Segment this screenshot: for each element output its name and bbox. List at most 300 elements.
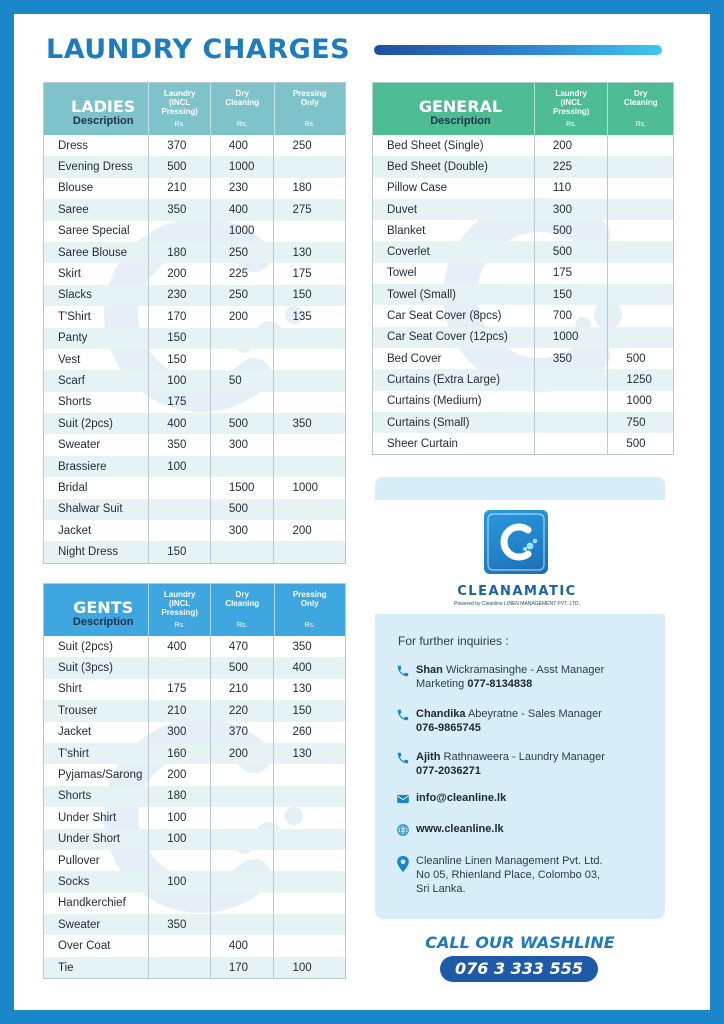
- pressing-price: [273, 850, 345, 871]
- laundry-price: 210: [148, 700, 210, 721]
- column-header-line: Only: [300, 599, 319, 608]
- table-row: [44, 477, 345, 498]
- laundry-price: [534, 391, 608, 412]
- table-row: [44, 914, 345, 935]
- table-rows: [373, 135, 673, 454]
- table-row: [44, 392, 345, 413]
- column-header-pressing: [274, 584, 346, 636]
- item-name: Panty: [58, 332, 88, 345]
- contact-role: Abeyratne - Sales Manager: [465, 708, 602, 720]
- table-row: [44, 786, 345, 807]
- email-link[interactable]: info@cleanline.lk: [416, 792, 507, 804]
- table-row: [44, 263, 345, 284]
- table-row: [44, 636, 345, 657]
- item-name: Trouser: [58, 704, 98, 717]
- laundry-price: 500: [534, 241, 608, 262]
- dry-cleaning-price: 500: [607, 433, 673, 454]
- item-name: Curtains (Medium): [387, 395, 482, 408]
- pressing-price: 275: [273, 199, 345, 220]
- address-line: Cleanline Linen Management Pvt. Ltd.: [416, 855, 603, 867]
- table-row: [373, 305, 673, 326]
- item-name: Blouse: [58, 182, 94, 195]
- table-row: [44, 199, 345, 220]
- pressing-price: [273, 764, 345, 785]
- item-name: T'shirt: [58, 747, 89, 760]
- laundry-price: 180: [148, 242, 210, 263]
- table-row: [44, 456, 345, 477]
- item-name: Shorts: [58, 790, 92, 803]
- currency-label: Rs.: [304, 121, 315, 128]
- table-rows: [44, 636, 345, 978]
- contact-first-name: Shan: [416, 664, 443, 676]
- title-accent-bar: [374, 45, 662, 55]
- dry-cleaning-price: 1000: [210, 221, 274, 242]
- laundry-price: 100: [148, 807, 210, 828]
- table-row: [44, 541, 345, 562]
- laundry-price: [148, 850, 210, 871]
- description-label: Description: [430, 115, 491, 127]
- phone-icon: [396, 664, 410, 678]
- dry-cleaning-price: [210, 456, 274, 477]
- pressing-price: [273, 456, 345, 477]
- item-name: Evening Dress: [58, 161, 133, 174]
- laundry-price: 100: [148, 829, 210, 850]
- table-row: [44, 285, 345, 306]
- table-row: [44, 700, 345, 721]
- item-name: Suit (3pcs): [58, 662, 113, 675]
- column-header-pressing: [274, 83, 346, 135]
- pressing-price: 100: [273, 957, 345, 978]
- laundry-price: [534, 412, 608, 433]
- dry-cleaning-price: [607, 156, 673, 177]
- contact-phone[interactable]: 076-9865745: [416, 722, 481, 734]
- table-body: [44, 636, 345, 978]
- laundry-price: 225: [534, 156, 608, 177]
- laundry-price: 175: [148, 392, 210, 413]
- pressing-price: [273, 541, 345, 562]
- item-name: Bed Sheet (Double): [387, 160, 489, 173]
- table-heading: GENTS: [73, 598, 134, 617]
- item-name: Skirt: [58, 268, 81, 281]
- item-name: Vest: [58, 353, 81, 366]
- table-row: [373, 391, 673, 412]
- laundry-price: 350: [148, 434, 210, 455]
- laundry-price: 300: [534, 199, 608, 220]
- dry-cleaning-price: 500: [607, 348, 673, 369]
- item-name: Brassiere: [58, 460, 107, 473]
- contact-phone[interactable]: 077-2036271: [416, 765, 481, 777]
- laundry-price: [534, 433, 608, 454]
- dry-cleaning-price: [210, 392, 274, 413]
- description-label: Description: [72, 616, 134, 628]
- contact-email: [396, 791, 506, 806]
- table-row: [44, 499, 345, 520]
- laundry-price: 150: [534, 284, 608, 305]
- dry-cleaning-price: 1000: [210, 156, 274, 177]
- column-header-laundry: [148, 584, 210, 636]
- table-row: [373, 369, 673, 390]
- map-pin-icon: [396, 855, 410, 873]
- laundry-price: 230: [148, 285, 210, 306]
- laundry-price: 175: [148, 679, 210, 700]
- laundry-price: 160: [148, 743, 210, 764]
- dry-cleaning-price: [210, 541, 274, 562]
- laundry-price: 400: [148, 636, 210, 657]
- laundry-price: 150: [148, 349, 210, 370]
- item-name: Saree Blouse: [58, 246, 128, 259]
- item-name: Jacket: [58, 524, 92, 537]
- item-name: Under Short: [58, 833, 121, 846]
- column-header-dry-cleaning: [607, 83, 673, 135]
- dry-cleaning-price: [210, 829, 274, 850]
- dry-cleaning-price: [607, 178, 673, 199]
- contact-role: Rathnaweera - Laundry Manager: [440, 751, 605, 763]
- column-header-line: Cleaning: [623, 98, 658, 107]
- currency-label: Rs.: [635, 121, 646, 128]
- pressing-price: [273, 328, 345, 349]
- dry-cleaning-price: 230: [210, 178, 274, 199]
- contact-first-name: Chandika: [416, 708, 466, 720]
- item-name: Tie: [58, 961, 74, 974]
- dry-cleaning-price: [210, 786, 274, 807]
- table-row: [373, 156, 673, 177]
- dry-cleaning-price: 500: [210, 657, 274, 678]
- pressing-price: 130: [273, 743, 345, 764]
- brand-tagline: Powered by Cleanline LINEN MANAGEMENT PVT. LTD.: [454, 601, 580, 607]
- item-name: Shirt: [58, 683, 82, 696]
- call-washline-label: CALL OUR WASHLINE: [425, 933, 615, 952]
- dry-cleaning-price: 300: [210, 434, 274, 455]
- laundry-price: 200: [148, 263, 210, 284]
- table-header: [44, 83, 345, 135]
- pressing-price: [273, 935, 345, 956]
- laundry-price: 100: [148, 871, 210, 892]
- contact-person: [396, 663, 636, 691]
- column-header-line: Laundry: [163, 89, 196, 98]
- currency-label: Rs.: [565, 121, 577, 128]
- table-row: [373, 199, 673, 220]
- column-header-line: Pressing): [161, 608, 198, 617]
- contact-address: [396, 854, 603, 896]
- table-header-main: [44, 83, 148, 135]
- page-title: LAUNDRY CHARGES: [46, 34, 351, 65]
- pressing-price: 130: [273, 679, 345, 700]
- dry-cleaning-price: 170: [210, 957, 274, 978]
- pressing-price: [273, 370, 345, 391]
- laundry-price: 150: [148, 328, 210, 349]
- laundry-price: [148, 499, 210, 520]
- item-name: Scarf: [58, 374, 85, 387]
- dry-cleaning-price: 500: [210, 413, 274, 434]
- column-header-dry-cleaning: [210, 83, 274, 135]
- dry-cleaning-price: [210, 871, 274, 892]
- table-row: [373, 348, 673, 369]
- contact-first-name: Ajith: [416, 751, 441, 763]
- currency-label: Rs.: [236, 121, 248, 128]
- table-row: [44, 242, 345, 263]
- pressing-price: [273, 349, 345, 370]
- item-name: Towel: [387, 267, 417, 280]
- table-row: [373, 220, 673, 241]
- table-row: [44, 221, 345, 242]
- table-row: [44, 178, 345, 199]
- laundry-price: 110: [534, 178, 608, 199]
- pressing-price: 130: [273, 242, 345, 263]
- item-name: Bridal: [58, 481, 88, 494]
- column-header-laundry: [148, 83, 210, 135]
- column-header-laundry: [534, 83, 607, 135]
- table-header: [373, 83, 673, 135]
- laundry-price: 400: [148, 413, 210, 434]
- item-name: Pyjamas/Sarong: [58, 769, 143, 782]
- column-header-line: Pressing): [552, 107, 590, 116]
- dry-cleaning-price: 50: [210, 370, 274, 391]
- dry-cleaning-price: [210, 764, 274, 785]
- dry-cleaning-price: 1000: [607, 391, 673, 412]
- item-name: Saree: [58, 203, 89, 216]
- laundry-price: 170: [148, 306, 210, 327]
- pressing-price: 350: [273, 413, 345, 434]
- laundry-price: [148, 477, 210, 498]
- dry-cleaning-price: [210, 914, 274, 935]
- currency-label: Rs.: [304, 622, 315, 629]
- item-name: Duvet: [387, 203, 418, 216]
- pressing-price: [273, 871, 345, 892]
- currency-label: Rs.: [174, 622, 185, 629]
- pressing-price: 150: [273, 700, 345, 721]
- column-header-line: Pressing): [161, 107, 198, 116]
- dry-cleaning-price: [607, 220, 673, 241]
- item-name: Pullover: [58, 854, 100, 867]
- item-name: Suit (2pcs): [58, 640, 113, 653]
- item-name: Blanket: [387, 224, 426, 237]
- address-line: Sri Lanka.: [416, 883, 466, 895]
- column-header-line: Cleaning: [225, 599, 260, 608]
- contact-role: Wickramasinghe - Asst Manager Marketing: [416, 664, 605, 690]
- pressing-price: [273, 434, 345, 455]
- item-name: T'Shirt: [58, 310, 91, 323]
- table-row: [44, 722, 345, 743]
- item-name: Handkerchief: [58, 897, 126, 910]
- item-name: Under Shirt: [58, 811, 117, 824]
- pressing-price: 1000: [273, 477, 345, 498]
- pressing-price: [273, 499, 345, 520]
- dry-cleaning-price: [210, 850, 274, 871]
- pressing-price: [273, 914, 345, 935]
- laundry-price: [148, 657, 210, 678]
- pressing-price: [273, 829, 345, 850]
- item-name: Towel (Small): [387, 288, 457, 301]
- ladies-price-table: [43, 82, 346, 564]
- table-row: [44, 679, 345, 700]
- item-name: Coverlet: [387, 246, 430, 259]
- dry-cleaning-price: 500: [210, 499, 274, 520]
- laundry-price: 100: [148, 370, 210, 391]
- dry-cleaning-price: 210: [210, 679, 274, 700]
- laundry-price: [534, 369, 608, 390]
- table-row: [44, 370, 345, 391]
- table-row: [44, 434, 345, 455]
- dry-cleaning-price: 400: [210, 935, 274, 956]
- cleanamatic-logo-icon: [484, 510, 548, 574]
- pressing-price: 200: [273, 520, 345, 541]
- table-row: [44, 829, 345, 850]
- dry-cleaning-price: [607, 284, 673, 305]
- laundry-price: 100: [148, 456, 210, 477]
- laundry-price: 370: [148, 135, 210, 156]
- item-name: Jacket: [58, 726, 92, 739]
- gents-price-table: [43, 583, 346, 979]
- table-body: [44, 135, 345, 563]
- pressing-price: [273, 156, 345, 177]
- table-row: [44, 306, 345, 327]
- dry-cleaning-price: 370: [210, 722, 274, 743]
- phone-icon: [396, 708, 410, 722]
- phone-icon: [396, 751, 410, 765]
- item-name: Over Coat: [58, 940, 111, 953]
- dry-cleaning-price: 200: [210, 743, 274, 764]
- column-header-line: Pressing: [292, 590, 327, 599]
- column-header-dry-cleaning: [210, 584, 274, 636]
- table-row: [373, 412, 673, 433]
- dry-cleaning-price: 470: [210, 636, 274, 657]
- dry-cleaning-price: 400: [210, 199, 274, 220]
- contact-phone[interactable]: 077-8134838: [467, 678, 533, 690]
- item-name: Bed Sheet (Single): [387, 139, 484, 152]
- column-header-line: Laundry: [163, 590, 196, 599]
- table-row: [44, 520, 345, 541]
- table-row: [44, 935, 345, 956]
- address-line: No 05, Rhienland Place, Colombo 03,: [416, 869, 601, 881]
- pressing-price: [273, 392, 345, 413]
- general-price-table: [372, 82, 674, 455]
- item-name: Shalwar Suit: [58, 503, 123, 516]
- laundry-price: [148, 221, 210, 242]
- dry-cleaning-price: [607, 305, 673, 326]
- dry-cleaning-price: 200: [210, 306, 274, 327]
- table-row: [373, 284, 673, 305]
- pressing-price: 175: [273, 263, 345, 284]
- column-header-line: Dry: [235, 89, 249, 98]
- pressing-price: 350: [273, 636, 345, 657]
- laundry-price: 300: [148, 722, 210, 743]
- table-row: [373, 241, 673, 262]
- laundry-price: 500: [148, 156, 210, 177]
- dry-cleaning-price: [607, 199, 673, 220]
- washline-phone-number[interactable]: 076 3 333 555: [440, 956, 598, 982]
- laundry-price: 175: [534, 263, 608, 284]
- pressing-price: [273, 807, 345, 828]
- dry-cleaning-price: 1250: [607, 369, 673, 390]
- laundry-price: 350: [534, 348, 608, 369]
- item-name: Curtains (Extra Large): [387, 373, 501, 386]
- laundry-price: [148, 893, 210, 914]
- column-header-line: Cleaning: [225, 98, 260, 107]
- table-row: [44, 893, 345, 914]
- brand-name: CLEANAMATIC: [457, 584, 577, 599]
- pressing-price: 150: [273, 285, 345, 306]
- item-name: Suit (2pcs): [58, 417, 113, 430]
- table-row: [373, 433, 673, 454]
- currency-label: Rs.: [174, 121, 185, 128]
- table-body: [373, 135, 673, 454]
- dry-cleaning-price: 250: [210, 285, 274, 306]
- dry-cleaning-price: [607, 327, 673, 348]
- laundry-price: 210: [148, 178, 210, 199]
- item-name: Sweater: [58, 918, 101, 931]
- item-name: Car Seat Cover (8pcs): [387, 310, 502, 323]
- item-name: Shorts: [58, 396, 92, 409]
- column-header-line: (INCL: [560, 98, 582, 107]
- dry-cleaning-price: [210, 349, 274, 370]
- pressing-price: [273, 786, 345, 807]
- table-row: [44, 764, 345, 785]
- envelope-icon: [396, 792, 410, 806]
- column-header-line: Laundry: [555, 89, 587, 98]
- pressing-price: 250: [273, 135, 345, 156]
- laundry-price: 350: [148, 914, 210, 935]
- dry-cleaning-price: [210, 328, 274, 349]
- laundry-price: 180: [148, 786, 210, 807]
- dry-cleaning-price: [210, 893, 274, 914]
- inquiries-label: For further inquiries :: [398, 634, 509, 648]
- laundry-price: 200: [534, 135, 608, 156]
- column-header-line: Pressing: [292, 89, 327, 98]
- item-name: Night Dress: [58, 546, 119, 559]
- website-link[interactable]: www.cleanline.lk: [416, 823, 504, 835]
- table-row: [373, 178, 673, 199]
- pressing-price: 260: [273, 722, 345, 743]
- contact-person: [396, 750, 636, 778]
- laundry-price: 700: [534, 305, 608, 326]
- table-rows: [44, 135, 345, 563]
- table-row: [44, 807, 345, 828]
- pressing-price: [273, 893, 345, 914]
- table-heading: LADIES: [71, 97, 136, 116]
- contact-website: [396, 822, 504, 837]
- table-header-main: [44, 584, 148, 636]
- column-header-line: (INCL: [168, 599, 191, 608]
- dry-cleaning-price: [607, 263, 673, 284]
- table-row: [373, 135, 673, 156]
- item-name: Sheer Curtain: [387, 437, 458, 450]
- dry-cleaning-price: [210, 807, 274, 828]
- item-name: Dress: [58, 139, 89, 152]
- item-name: Car Seat Cover (12pcs): [387, 331, 508, 344]
- dry-cleaning-price: 225: [210, 263, 274, 284]
- item-name: Saree Special: [58, 225, 130, 238]
- table-header: [44, 584, 345, 636]
- item-name: Curtains (Small): [387, 416, 470, 429]
- dry-cleaning-price: 750: [607, 412, 673, 433]
- contact-person: [396, 707, 636, 735]
- dry-cleaning-price: 300: [210, 520, 274, 541]
- table-row: [44, 156, 345, 177]
- item-name: Bed Cover: [387, 352, 442, 365]
- item-name: Sweater: [58, 439, 101, 452]
- laundry-price: [148, 957, 210, 978]
- dry-cleaning-price: 250: [210, 242, 274, 263]
- table-row: [44, 135, 345, 156]
- laundry-price: 350: [148, 199, 210, 220]
- dry-cleaning-price: [607, 241, 673, 262]
- item-name: Pillow Case: [387, 182, 448, 195]
- column-header-line: Dry: [634, 89, 648, 98]
- currency-label: Rs.: [236, 622, 248, 629]
- table-row: [44, 657, 345, 678]
- column-header-line: Dry: [235, 590, 249, 599]
- laundry-price: 1000: [534, 327, 608, 348]
